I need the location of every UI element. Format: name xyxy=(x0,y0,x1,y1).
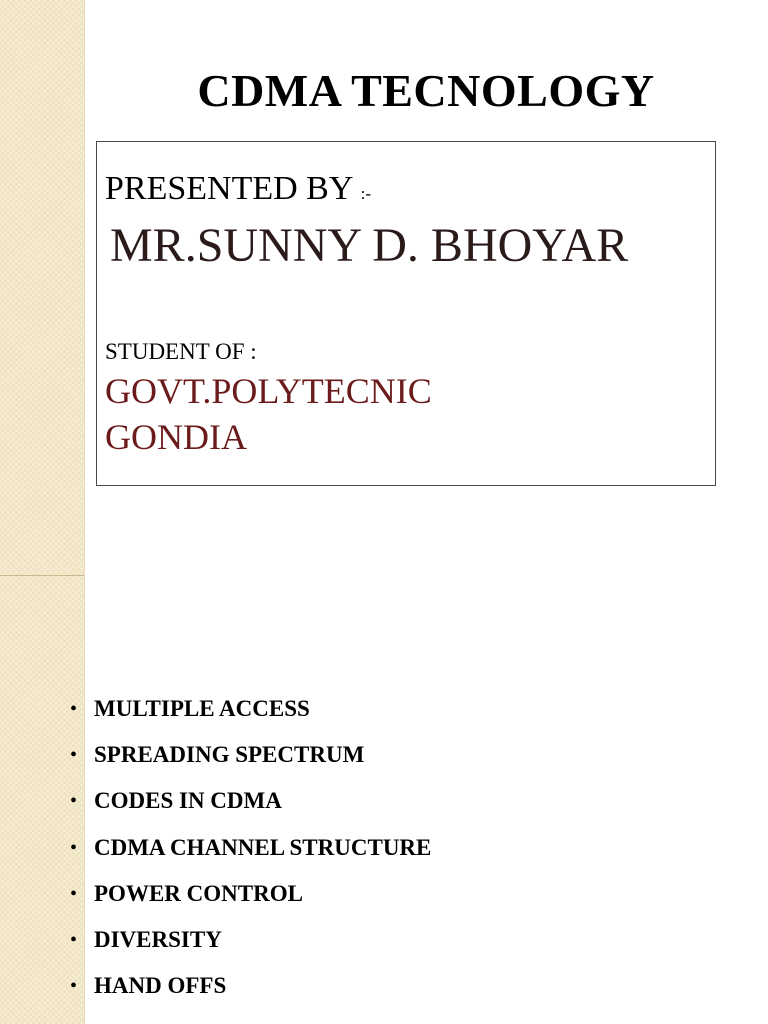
presented-by-label: PRESENTED BY xyxy=(105,170,353,207)
presented-by-separator: :- xyxy=(360,184,372,203)
topic-label: POWER CONTROL xyxy=(94,880,303,906)
list-item xyxy=(70,833,431,879)
presenter-name: MR.SUNNY D. BHOYAR xyxy=(110,219,629,272)
list-item xyxy=(70,786,431,832)
topic-list xyxy=(70,694,431,1017)
bullet-icon: • xyxy=(70,744,78,767)
bullet-icon: • xyxy=(70,928,78,951)
student-of-label: STUDENT OF : xyxy=(105,339,257,364)
topic-label: SPREADING SPECTRUM xyxy=(94,742,365,768)
topics-slide xyxy=(0,576,768,1024)
topic-label: MULTIPLE ACCESS xyxy=(94,696,310,721)
topic-label: DIVERSITY xyxy=(94,926,222,952)
list-item xyxy=(70,971,431,1017)
institution-city: GONDIA xyxy=(105,417,247,457)
list-item xyxy=(70,694,431,740)
topic-label: CODES IN CDMA xyxy=(94,788,282,814)
bullet-icon: • xyxy=(70,698,78,720)
bullet-icon: • xyxy=(70,836,78,859)
bullet-icon: • xyxy=(70,975,78,998)
list-item xyxy=(70,740,431,786)
decorative-side-strip xyxy=(0,0,85,576)
list-item xyxy=(70,925,431,971)
bullet-icon: • xyxy=(70,882,78,905)
presented-by-line xyxy=(105,170,371,208)
topic-label: CDMA CHANNEL STRUCTURE xyxy=(94,834,432,860)
presenter-info-box xyxy=(96,141,716,486)
institution-name: GOVT.POLYTECNIC xyxy=(105,371,432,411)
bullet-icon: • xyxy=(70,790,78,813)
presentation-title: CDMA TECNOLOGY xyxy=(197,65,655,116)
list-item xyxy=(70,879,431,925)
topic-label: HAND OFFS xyxy=(94,973,227,999)
